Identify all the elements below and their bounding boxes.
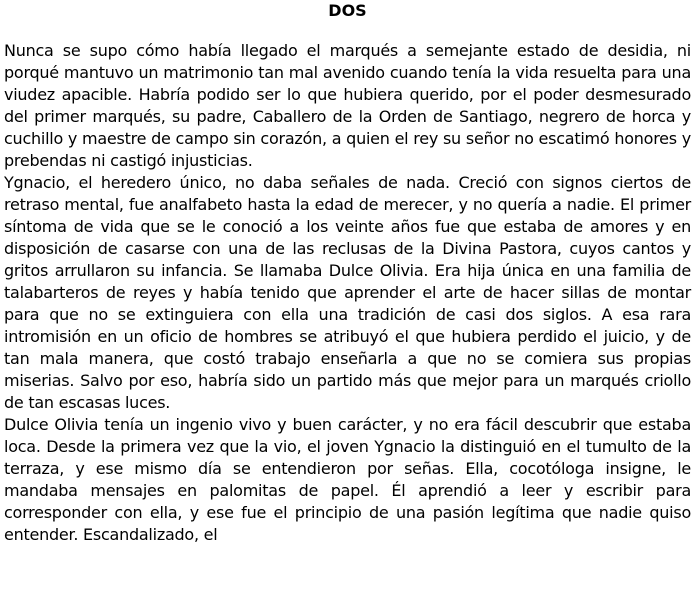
paragraph-1: Nunca se supo cómo había llegado el marqués a semejante estado de desidia, ni porqué mantuvo un matrimonio tan mal avenido cuando tenía la vida resuelta para una viudez apacible. Habría podido ser lo que hubiera querido, por el poder desmesurado del primer marqués, su padre, Caballero de la Orden de Santiago, negrero de horca y cuchillo y maestre de campo sin corazón, a quien el rey su señor no escatimó honores y prebendas ni castigó injusticias. bbox=[4, 41, 691, 170]
title-spacer bbox=[4, 22, 691, 40]
paragraph-2: Ygnacio, el heredero único, no daba señales de nada. Creció con signos ciertos de retraso mental, fue analfabeto hasta la edad de merecer, y no quería a nadie. El primer síntoma de vida que se le conoció a los veinte años fue que estaba de amores y en disposición de casarse con una de las reclusas de la Divina Pastora, cuyos cantos y gritos arrullaron su infancia. Se llamaba Dulce Olivia. Era hija única en una familia de talabarteros de reyes y había tenido que aprender el arte de hacer sillas de montar para que no se extinguiera con ella una tradición de casi dos siglos. A esa rara intromisión en un oficio de hombres se atribuyó el que hubiera perdido el juicio, y de tan mala manera, que costó trabajo enseñarla a que no se comiera sus propias miserias. Salvo por eso, habría sido un partido más que mejor para un marqués criollo de tan escasas luces. bbox=[4, 173, 691, 412]
chapter-title: DOS bbox=[328, 1, 367, 20]
paragraph-3: Dulce Olivia tenía un ingenio vivo y buen carácter, y no era fácil descubrir que estaba loca. Desde la primera vez que la vio, el joven Ygnacio la distinguió en el tumulto de la terraza, y ese mismo día se entendieron por señas. Ella, cocotóloga insigne, le mandaba mensajes en palomitas de papel. Él aprendió a leer y escribir para corresponder con ella, y ese fue el principio de una pasión legítima que nadie quiso entender. Escandalizado, el bbox=[4, 415, 691, 544]
document-page bbox=[4, 0, 691, 546]
